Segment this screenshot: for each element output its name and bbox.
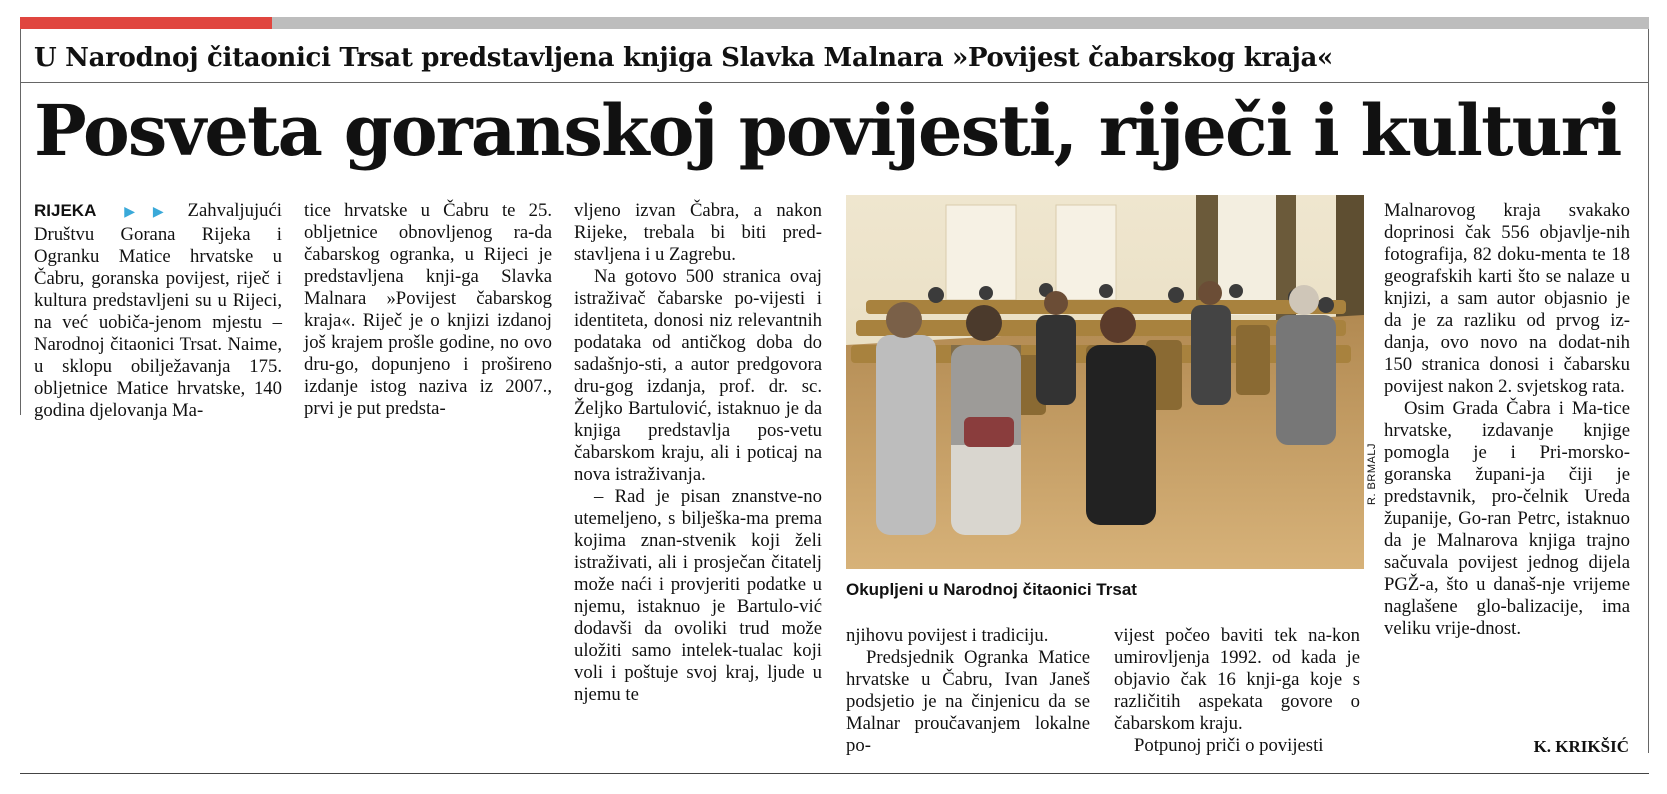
col6-p1: Malnarovog kraja svakako doprinosi čak 556 objavlje-nih fotografija, 82 doku-menta te 18 geografskih karti što se nalaze u knjizi, a sam autor objasnio je da je za razliku od prvog iz-danja, ovo novo na dodat-nih 150 stranica donosi i čabarsku povijest nakon 2. svjetskog rata. xyxy=(1384,200,1630,397)
col2-p1: tice hrvatske u Čabru te 25. obljetnice obnovljenog ra-da čabarskog ogranka, u Rijeci je predstavljena knji-ga Slavka Malnara »Povijest čabarskog kraja«. Riječ je o knjizi izdanoj još krajem prošle godine, no ovo dru-go, dopunjeno i prošireno izdanje istog naziva iz 2007., prvi je put predsta- xyxy=(304,200,552,419)
kicker: U Narodnoj čitaonici Trsat predstavljena knjiga Slavka Malnara »Povijest čabarskog kraja« xyxy=(34,43,1333,73)
column-1 xyxy=(34,200,282,422)
headline: Posveta goranskoj povijesti, riječi i kulturi xyxy=(34,89,1621,172)
column-4 xyxy=(846,625,1090,757)
col3-p3: – Rad je pisan znanstve-no utemeljeno, s bilješka-ma prema kojima znan-stvenik koji želi istraživati, ali i prosječan čitatelj može naći i provjeriti podatke u njemu, istaknuo je Bartulo-vić dodavši da ovoliki trud može uložiti samo intelek-tualac koji voli i poštuje svoj kraj, ljude u njemu te xyxy=(574,486,822,705)
top-accent-bar xyxy=(20,17,272,29)
photo-credit: R. BRMALJ xyxy=(1366,443,1378,505)
col3-p2: Na gotovo 500 stranica ovaj istraživač čabarske po-vijesti i identiteta, donosi niz relevantnih podataka od antičkog doba do sadašnjo-sti, a autor predgovora dru-gog izdanja, prof. dr. sc. Željko Bartulović, istaknuo je da knjiga predstavlja pos-vetu čabarskom kraju, ali i poticaj na nova istraživanja. xyxy=(574,266,822,485)
bottom-rule xyxy=(20,773,1649,774)
col4-p2: Predsjednik Ogranka Matice hrvatske u Čabru, Ivan Janeš podsjetio je na činjenicu da se Malnar proučavanjem lokalne po- xyxy=(846,647,1090,756)
col3-p1: vljeno izvan Čabra, a nakon Rijeke, trebala bi biti pred-stavljena i u Zagrebu. xyxy=(574,200,822,265)
col6-p2: Osim Grada Čabra i Ma-tice hrvatske, izdavanje knjige pomogla je i Pri-morsko-goranska župani-ja čiji je predstavnik, pro-čelnik Ureda županije, Go-ran Petrc, istaknuo da je Malnarova knjiga trajno sačuvala povijest jednog dijela PGŽ-a, što u današ-nje vrijeme naglašene glo-balizacije, ima veliku vrije-dnost. xyxy=(1384,398,1630,639)
dateline: RIJEKA xyxy=(34,201,97,220)
column-2 xyxy=(304,200,552,420)
double-arrow-icon: ▶▶ xyxy=(106,205,182,220)
col4-p1: njihovu povijest i tradiciju. xyxy=(846,625,1049,646)
byline: K. KRIKŠIĆ xyxy=(1533,737,1629,756)
left-border xyxy=(20,83,21,415)
col5-p1: vijest počeo baviti tek na-kon umirovljenja 1992. od kada je objavio čak 16 knji-ga koje s različitih aspekata govore o čabarskom kraju. xyxy=(1114,625,1360,734)
top-color-bar xyxy=(20,17,1649,29)
col1-p1: Zahvaljujući Društvu Gorana Rijeka i Ogranku Matice hrvatske u Čabru, goranska povijest, riječ i kultura predstavljeni su u Rijeci, na već uobiča-jenom mjestu – Narodnoj čitaonici Trsat. Naime, u sklopu obilježavanja 175. obljetnice Matice hrvatske, 140 godina djelovanja Ma- xyxy=(34,200,282,421)
column-5 xyxy=(1114,625,1360,757)
event-photo xyxy=(846,195,1364,569)
photo-caption: Okupljeni u Narodnoj čitaonici Trsat xyxy=(846,580,1137,599)
column-3 xyxy=(574,200,822,706)
audience-illustration xyxy=(846,195,1364,569)
right-border xyxy=(1648,83,1649,753)
column-6 xyxy=(1384,200,1630,640)
col5-p2: Potpunoj priči o povijesti xyxy=(1134,735,1324,756)
